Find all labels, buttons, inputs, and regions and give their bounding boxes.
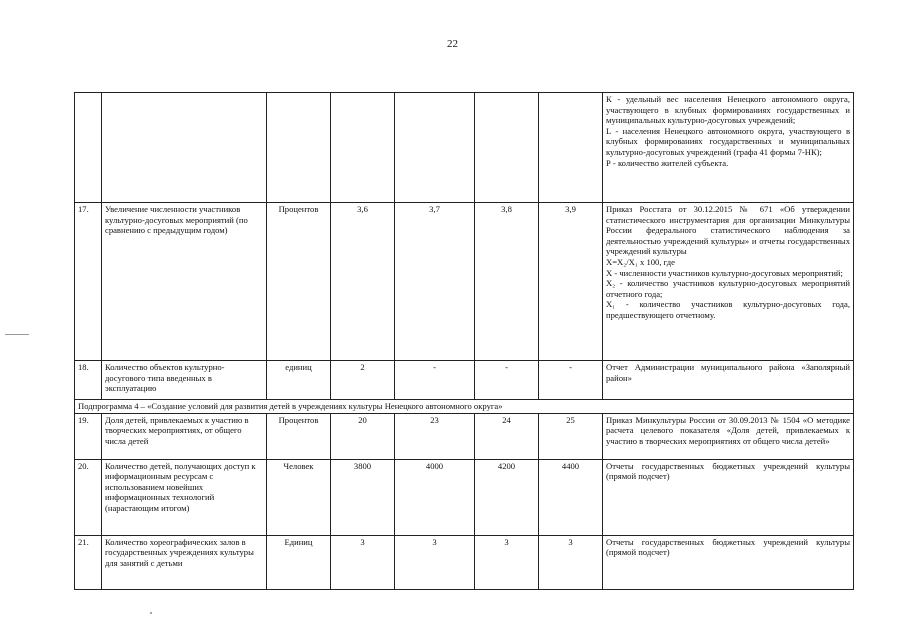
source-line: Р - количество жителей субъекта. [606, 157, 729, 168]
row-number: 17. [75, 203, 102, 361]
row-number: 18. [75, 361, 102, 400]
indicator-name: Количество хореографических залов в государственных учреждениях культуры для занятий с детьми [102, 535, 267, 589]
source-line: К - удельный вес населения Ненецкого автономного округа, участвующего в клубных формированиях государственных и муниципальных культурно-досуговых учреждений; [606, 94, 850, 126]
subprogram-row [75, 400, 854, 414]
unit-cell: Процентов [267, 413, 331, 459]
table-row-continued [75, 93, 854, 203]
source-cell [603, 535, 854, 589]
source-line: X - численности участников культурно-досуговых мероприятий; [606, 267, 843, 278]
value-cell: 3800 [331, 459, 395, 535]
table-row [75, 361, 854, 400]
source-line: Отчет Администрации муниципального района «Заполярный район» [606, 362, 850, 383]
source-line: Отчеты государственных бюджетных учреждений культуры (прямой подсчет) [606, 460, 850, 482]
source-cell [603, 93, 854, 203]
value-cell: 25 [539, 413, 603, 459]
scan-speck [150, 612, 152, 614]
value-cell: 4200 [475, 459, 539, 535]
value-cell: 3 [475, 535, 539, 589]
source-line: X=X₂/X₁ x 100, где [606, 256, 675, 267]
value-cell: 3,8 [475, 203, 539, 361]
value-cell: - [475, 361, 539, 400]
source-line: Приказ Минкультуры России от 30.09.2013 № 1504 «О методике расчета целевого показателя «Доля детей, привлекаемых к участию в творческих мероприятиях от общего числа детей» [606, 414, 850, 446]
value-cell: 3,7 [395, 203, 475, 361]
source-cell [603, 413, 854, 459]
value-cell: 4000 [395, 459, 475, 535]
value-cell: 3,9 [539, 203, 603, 361]
indicator-name: Количество детей, получающих доступ к информационным ресурсам с использованием новейших информационных технологий (нарастающим итогом) [102, 459, 267, 535]
table-row [75, 413, 854, 459]
subprogram-title: Подпрограмма 4 – «Создание условий для развития детей в учреждениях культуры Ненецкого автономного округа» [75, 400, 854, 414]
table-row [75, 535, 854, 589]
source-line: X₂ - количество участников культурно-досуговых мероприятий отчетного года; [606, 278, 850, 299]
source-line: Отчеты государственных бюджетных учреждений культуры (прямой подсчет) [606, 536, 850, 558]
row-number: 21. [75, 535, 102, 589]
value-cell: 4400 [539, 459, 603, 535]
source-cell [603, 203, 854, 361]
unit-cell: Процентов [267, 203, 331, 361]
value-cell: 20 [331, 413, 395, 459]
source-cell [603, 361, 854, 400]
value-cell: - [539, 361, 603, 400]
value-cell: - [395, 361, 475, 400]
value-cell: 3 [331, 535, 395, 589]
source-line: L - населения Ненецкого автономного округа, участвующего в клубных формированиях государственных и муниципальных культурно-досуговых учреждений (графа 41 формы 7-НК); [606, 125, 850, 157]
scan-margin-mark [5, 334, 29, 335]
value-cell: 3 [539, 535, 603, 589]
source-line: X₁ - количество участников культурно-досуговых года, предшествующего отчетному. [606, 299, 850, 320]
value-cell: 3 [395, 535, 475, 589]
row-number: 20. [75, 459, 102, 535]
value-cell: 2 [331, 361, 395, 400]
unit-cell: Человек [267, 459, 331, 535]
page-number: 22 [447, 38, 458, 50]
source-line: Приказ Росстата от 30.12.2015 № 671 «Об утверждении статистического инструментария для организации Минкультуры России федерального статистического наблюдения за деятельностью учреждений культуры» и отчеты государственных учреждений культуры [606, 204, 850, 257]
row-number: 19. [75, 413, 102, 459]
source-cell [603, 459, 854, 535]
indicator-name: Доля детей, привлекаемых к участию в творческих мероприятиях, от общего числа детей [102, 413, 267, 459]
indicators-table [74, 92, 854, 590]
table-row [75, 459, 854, 535]
value-cell: 23 [395, 413, 475, 459]
value-cell: 24 [475, 413, 539, 459]
unit-cell: единиц [267, 361, 331, 400]
indicator-name: Увеличение численности участников культурно-досуговых мероприятий (по сравнению с предыдущим годом) [102, 203, 267, 361]
table-row [75, 203, 854, 361]
value-cell: 3,6 [331, 203, 395, 361]
unit-cell: Единиц [267, 535, 331, 589]
indicator-name: Количество объектов культурно-досугового типа введенных в эксплуатацию [102, 361, 267, 400]
